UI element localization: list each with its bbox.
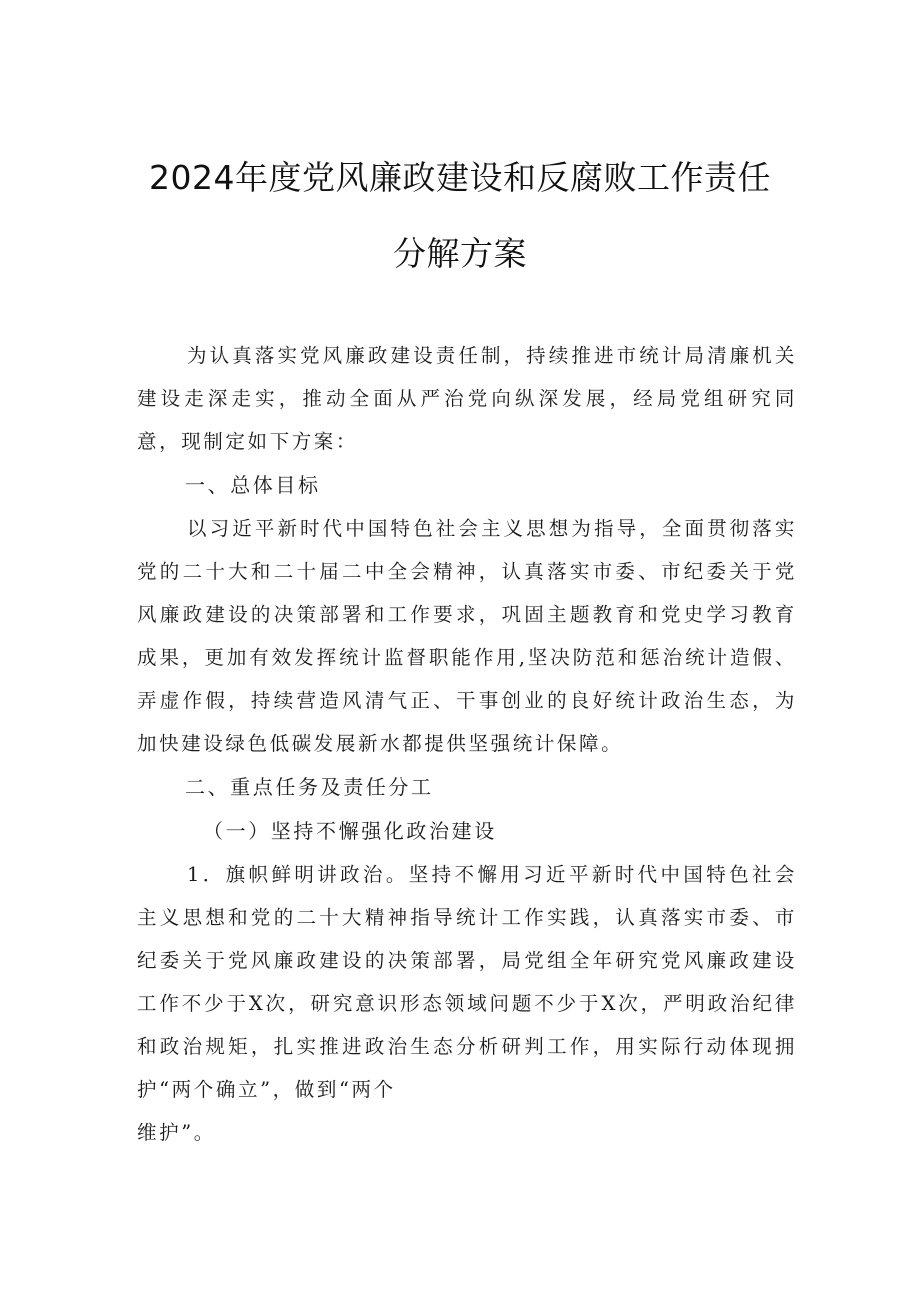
section1-heading: 一、总体目标 <box>185 473 321 497</box>
document-title-line1: 2024年度党风廉政建设和反腐败工作责任 <box>149 158 771 197</box>
item1-tail: 维护”。 <box>137 1121 216 1144</box>
document-title-line2: 分解方案 <box>393 234 527 273</box>
section2-heading: 二、重点任务及责任分工 <box>185 775 434 799</box>
item1-paragraph: 1．旗帜鲜明讲政治。坚持不懈用习近平新时代中国特色社会主义思想和党的二十大精神指导统计工作实践，认真落实市委、市纪委关于党风廉政建设的决策部署，局党组全年研究党风廉政建设工作不少于X次，研究意识形态领域问题不少于X次，严明政治纪律和政治规矩，扎实推进政治生态分析研判工作，用实际行动体现拥护“两个确立”，做到“两个 <box>137 863 797 1101</box>
intro-paragraph: 为认真落实党风廉政建设责任制，持续推进市统计局清廉机关建设走深走实，推动全面从严治党向纵深发展，经局党组研究同意，现制定如下方案： <box>137 344 797 453</box>
section1-paragraph: 以习近平新时代中国特色社会主义思想为指导，全面贯彻落实党的二十大和二十届二中全会精神，认真落实市委、市纪委关于党风廉政建设的决策部署和工作要求，巩固主题教育和党史学习教育成果，更加有效发挥统计监督职能作用,坚决防范和惩治统计造假、弄虚作假，持续营造风清气正、干事创业的良好统计政治生态，为加快建设绿色低碳发展新水都提供坚强统计保障。 <box>137 517 797 755</box>
document-body <box>137 334 797 1154</box>
subsection1-heading: （一）坚持不懈强化政治建设 <box>203 819 497 843</box>
